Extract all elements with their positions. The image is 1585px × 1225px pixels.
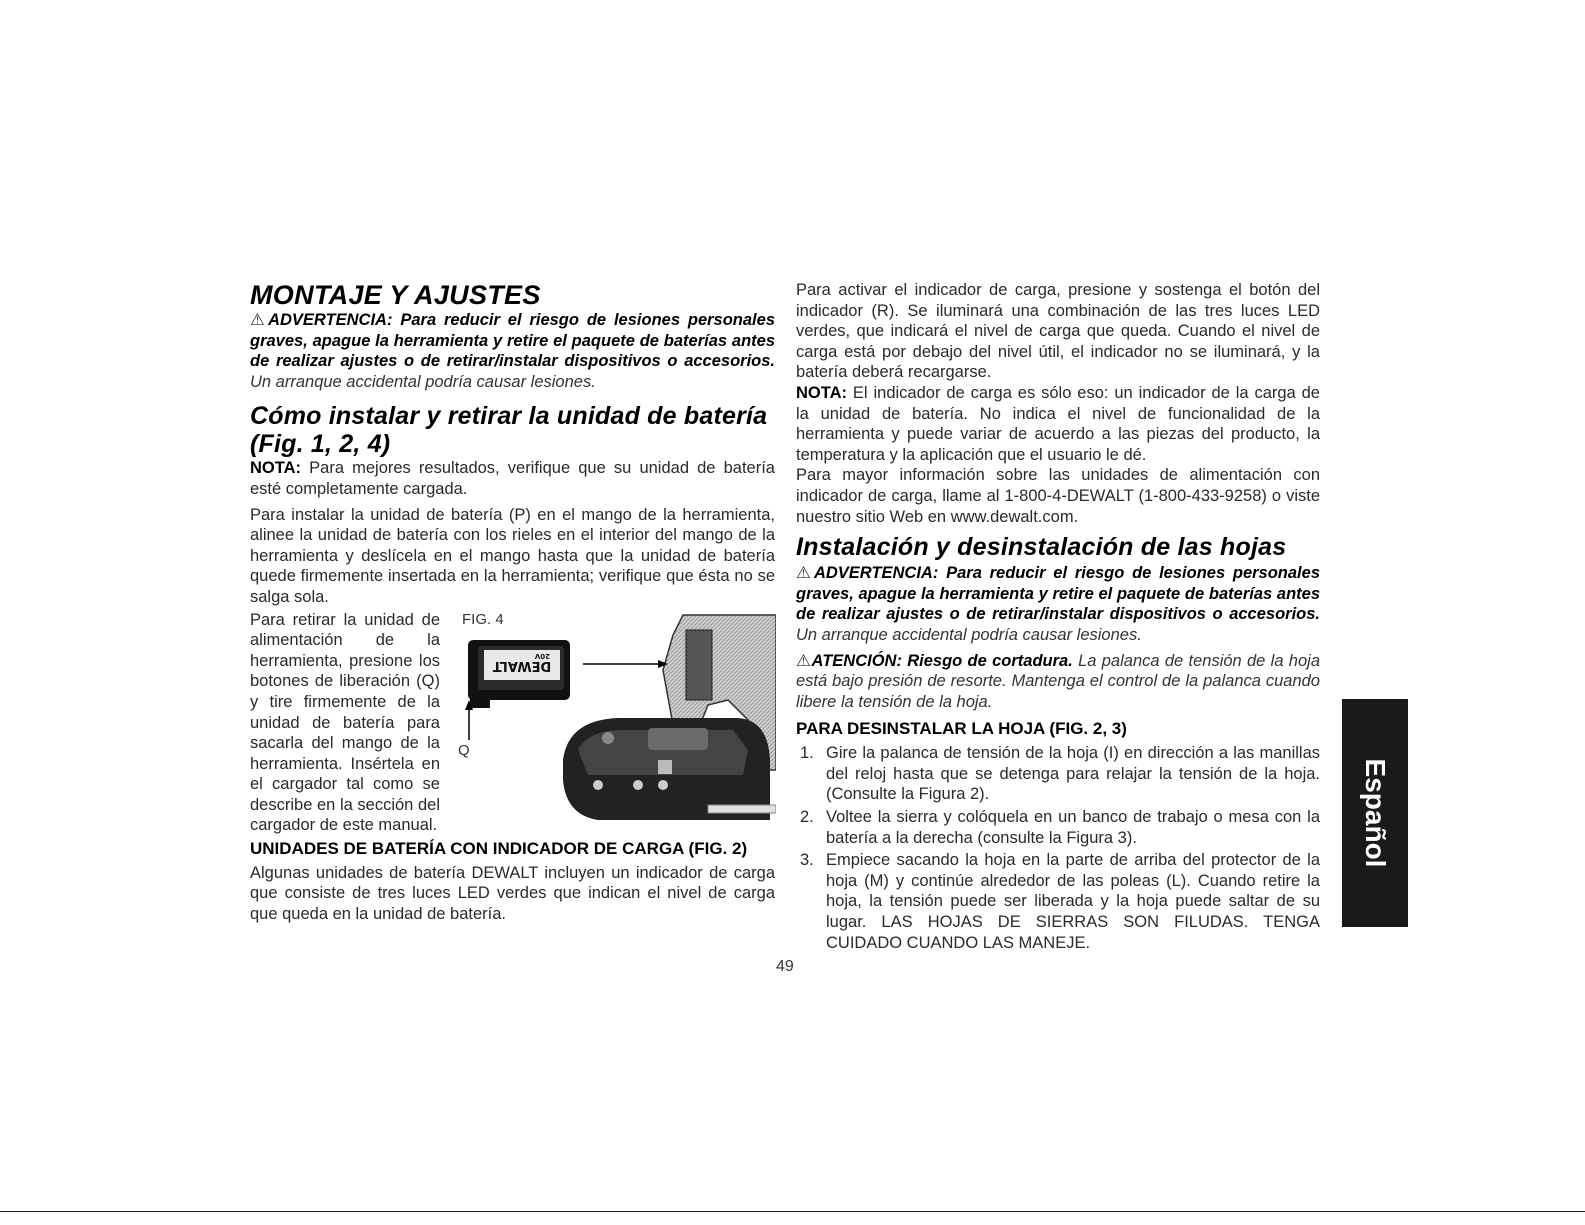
nota-text-right: El indicador de carga es sólo eso: un indicador de la carga de la unidad de batería. No indica el nivel de funcionalidad de la herramienta y puede variar de acuerdo a las piezas del producto, la temperatura y la aplicación que el usuario le dé. [796, 383, 1320, 464]
section-title-blades: Instalación y desinstalación de las hojas [796, 533, 1287, 562]
warning-triangle-icon: ⚠ [796, 564, 814, 583]
subheading-charge-indicator: UNIDADES DE BATERÍA CON INDICADOR DE CARGA (FIG. 2) [250, 838, 748, 858]
figure-4 [458, 610, 776, 832]
language-tab-label: Español [1360, 758, 1391, 868]
page-number: 49 [776, 958, 794, 975]
warning-paragraph-right [796, 563, 1320, 645]
page-title: MONTAJE Y AJUSTES [250, 280, 541, 310]
install-paragraph: Para instalar la unidad de batería (P) en el mango de la herramienta, alinee la unidad de batería con los rieles en el interior del mango de la herramienta y deslícela en el mango hasta que la unidad de batería quede firmemente insertada en la herramienta; verifique que ésta no se salga sola. [250, 505, 775, 606]
list-item: 3. Empiece sacando la hoja en la parte de arriba del protector de la hoja (M) y continúe alrededor de las poleas (L). Cuando retire la hoja, la tensión puede ser liberada y la hoja puede saltar de su lugar. LAS HOJAS DE SIERRAS SON FILUDAS. TENGA CUIDADO CUANDO LAS MANEJE. [800, 851, 1320, 952]
left-column [250, 280, 775, 924]
section-title-battery: Cómo instalar y retirar la unidad de batería (Fig. 1, 2, 4) [250, 402, 768, 459]
callout-q: Q [458, 741, 470, 759]
list-item: 2. Voltee la sierra y colóquela en un banco de trabajo o mesa con la batería a la derecha (consulte la Figura 3). [800, 808, 1320, 847]
caution-bold-text: ATENCIÓN: Riesgo de cortadura. [811, 651, 1073, 670]
nota-paragraph-right [796, 383, 1320, 465]
battery-brand-label: DEWALT [492, 657, 552, 673]
nota-label: NOTA: [250, 459, 302, 478]
caution-paragraph [796, 651, 1320, 713]
figure-label: FIG. 4 [462, 610, 504, 628]
bottom-rule [0, 1211, 1585, 1212]
caution-tail-text: La palanca de tensión de la hoja está bajo presión de resorte. Mantenga el control de la palanca cuando libere la tensión de la hoja. [796, 651, 1320, 711]
warning-tail-text: Un arranque accidental podría causar lesiones. [250, 372, 596, 391]
charge-activate-paragraph: Para activar el indicador de carga, presione y sostenga el botón del indicador (R). Se iluminará una combinación de las tres luces LED verdes, que indicará el nivel de carga que queda. Cuando el nivel de carga está por debajo del nivel útil, el indicador no se iluminará, y la batería deberá recargarse. [796, 281, 1320, 382]
list-item: 1. Gire la palanca de tensión de la hoja (I) en dirección a las manillas del reloj hasta que se detenga para relajar la tensión de la hoja. (Consulte la Figura 2). [800, 744, 1320, 804]
nota-text: Para mejores resultados, verifique que su unidad de batería esté completamente cargada. [250, 459, 775, 498]
battery-tool-illustration [458, 610, 776, 832]
language-side-tab [1342, 699, 1408, 927]
warning-paragraph [250, 310, 775, 392]
remove-paragraph: Para retirar la unidad de alimentación de la herramienta, presione los botones de liberación (Q) y tire firmemente de la unidad de batería para sacarla del mango de la herramienta. Insértela en el cargador tal como se describe en la sección del cargador de este manual. [250, 610, 440, 835]
warning-tail-text-right: Un arranque accidental podría causar lesiones. [796, 625, 1142, 644]
warning-bold-text-right: ADVERTENCIA: Para reducir el riesgo de lesiones personales graves, apague la herramienta y retire el paquete de baterías antes de realizar ajustes o de retirar/instalar dispositivos o accesorios. [796, 564, 1320, 624]
nota-label-right: NOTA: [796, 383, 848, 402]
steps-list [796, 743, 1320, 953]
more-info-paragraph: Para mayor información sobre las unidades de alimentación con indicador de carga, llame al 1-800-4-DEWALT (1-800-433-9258) o viste nuestro sitio Web en www.dewalt.com. [796, 466, 1320, 526]
nota-paragraph [250, 458, 775, 499]
remove-section [250, 610, 775, 835]
subheading-remove-blade: PARA DESINSTALAR LA HOJA (FIG. 2, 3) [796, 719, 1127, 739]
charge-indicator-paragraph: Algunas unidades de batería DEWALT incluyen un indicador de carga que consiste de tres luces LED verdes que indican el nivel de carga que queda en la unidad de batería. [250, 863, 775, 923]
battery-voltage-label: 20V [534, 651, 550, 660]
warning-triangle-icon: ⚠ [250, 311, 269, 329]
caution-triangle-icon: ⚠ [796, 651, 812, 670]
right-column [796, 280, 1320, 955]
warning-bold-text: ADVERTENCIA: Para reducir el riesgo de lesiones personales graves, apague la herramienta y retire el paquete de baterías antes de realizar ajustes o de retirar/instalar dispositivos o accesorios. [250, 311, 775, 371]
